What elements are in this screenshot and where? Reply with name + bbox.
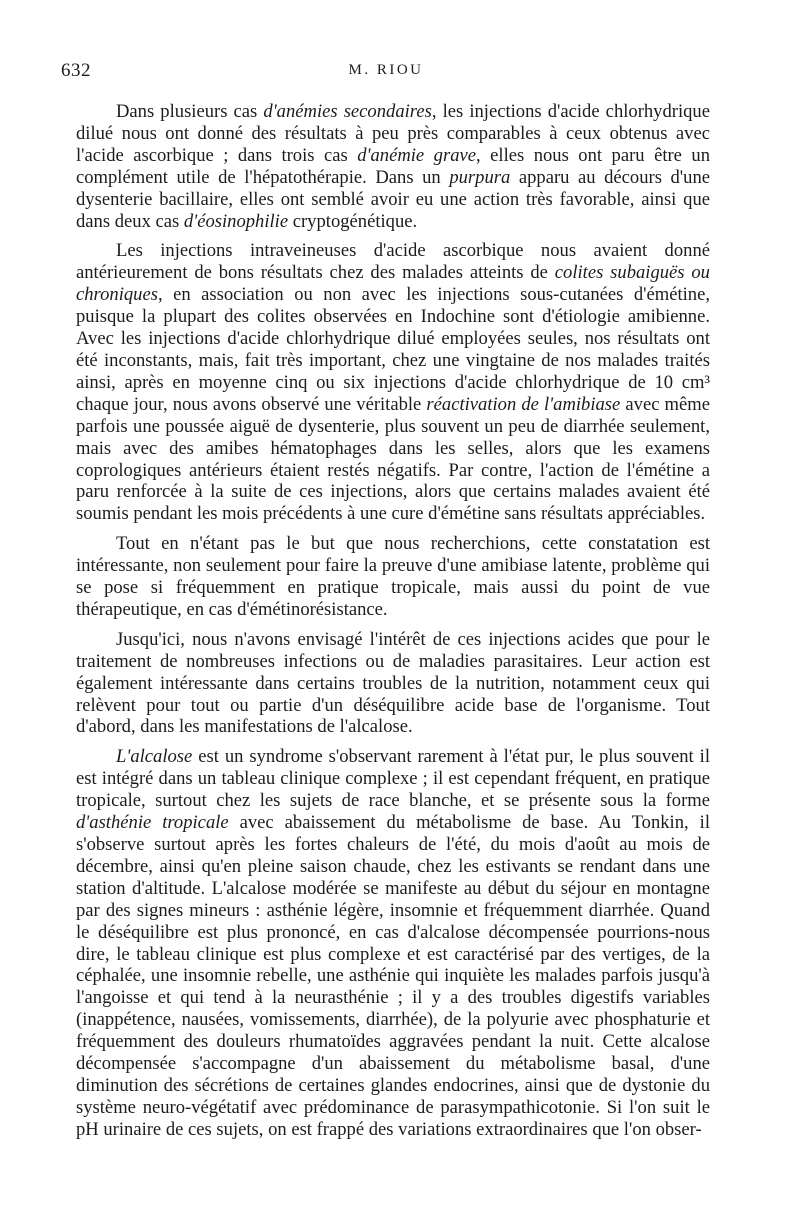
- italic-text: d'anémie grave: [357, 144, 477, 166]
- running-head: M. RIOU: [348, 62, 424, 78]
- text-run: , elles nous ont paru être un complément utile de l'hépatothérapie. Dans un: [76, 144, 711, 188]
- paragraph: [76, 533, 710, 621]
- italic-text: réactivation de l'amibiase: [426, 393, 621, 415]
- text-run: apparu au décours d'une dysenterie bacillaire, elles ont semblé avoir eu une action très favorable, ainsi que dans deux cas: [76, 166, 710, 232]
- page-number: 632: [61, 60, 91, 81]
- text-run: Dans plusieurs cas: [116, 101, 264, 122]
- text-run: , les injections d'acide chlorhydrique dilué nous ont donné des résultats à peu près comparables à ceux obtenus avec l'acide ascorbique ; dans trois cas: [76, 101, 710, 166]
- italic-text: L'alcalose: [116, 746, 193, 768]
- paragraph: [76, 101, 710, 232]
- italic-text: d'anémies secondaires: [263, 101, 432, 122]
- italic-text: d'éosinophilie: [183, 210, 289, 232]
- italic-text: colites subaiguës ou chroniques: [76, 262, 710, 306]
- text-run: est un syndrome s'observant rarement à l'état pur, le plus souvent il est intégré dans un tableau clinique complexe ; il est cependant fréquent, en pratique tropicale, surtout chez les sujets de race blanche, et se présente sous la forme: [76, 746, 710, 812]
- italic-text: purpura: [449, 166, 511, 188]
- text-run: cryptogénétique.: [288, 210, 418, 232]
- body-text: [76, 101, 710, 1149]
- text-run: Jusqu'ici, nous n'avons envisagé l'intérêt de ces injections acides que pour le traitement de nombreuses infections ou de maladies parasitaires. Leur action est également intéressante dans certains troubles de la nutrition, notamment ceux qui relèvent pour tout ou partie d'un déséquilibre acide base de l'organisme. Tout d'abord, dans les manifestations de l'alcalose.: [76, 628, 710, 738]
- page-header: [61, 60, 711, 84]
- text-run: Tout en n'étant pas le but que nous recherchions, cette constatation est intéressante, non seulement pour faire la preuve d'une amibiase latente, problème qui se pose si fréquemment en pratique tropicale, mais aussi du point de vue thérapeutique, en cas d'émétinorésistance.: [76, 533, 710, 620]
- paragraph: [76, 629, 710, 739]
- text-run: , en association ou non avec les injections sous-cutanées d'émétine, puisque la plupart des colites observées en Indochine sont d'étiologie amibienne. Avec les injections d'acide chlorhydrique dilué employées seules, nos résultats ont été inconstants, mais, fait très important, chez une vingtaine de nos malades traités ainsi, après en moyenne cinq ou six injections d'acide chlorhydrique de 10 cm³ chaque jour, nous avons observé une véritable: [76, 284, 710, 415]
- text-run: avec même parfois une poussée aiguë de dysenterie, plus souvent un peu de diarrhée seulement, mais avec des amibes hématophages dans les selles, alors que les examens coprologiques antérieurs étaient restés négatifs. Par contre, l'action de l'émétine a paru renforcée à la suite de ces injections, alors que certains malades avaient été soumis pendant les mois précédents à une cure d'émétine sans résultats appréciables.: [76, 393, 710, 525]
- paragraph: [76, 240, 710, 525]
- text-run: avec abaissement du métabolisme de base. Au Tonkin, il s'observe surtout après les fortes chaleurs de l'été, du mois d'août au mois de décembre, ainsi qu'en pleine saison chaude, chez les estivants se rendant dans une station d'altitude. L'alcalose modérée se manifeste au début du séjour en montagne par des signes mineurs : asthénie légère, insomnie et fréquemment diarrhée. Quand le déséquilibre est plus prononcé, en cas d'alcalose décompensée pourrions-nous dire, le tableau clinique est plus complexe et est caractérisé par des vertiges, de la céphalée, une insomnie rebelle, une asthénie qui inquiète les malades parfois jusqu'à l'angoisse et qui tend à la neurasthénie ; il y a des troubles digestifs variables (inappétence, nausées, vomissements, diarrhée), de la polyurie avec phosphaturie et fréquemment des douleurs rhumatoïdes aggravées pendant la nuit. Cette alcalose décompensée s'accompagne d'un abaissement du métabolisme basal, d'une diminution des sécrétions de certaines glandes endocrines, ainsi que de dystonie du système neuro-végétatif avec prédominance de parasympathicotonie. Si l'on suit le pH urinaire de ces sujets, on est frappé des variations extraordinaires que l'on obser-: [76, 812, 710, 1140]
- text-run: Les injections intraveineuses d'acide ascorbique nous avaient donné antérieurement de bons résultats chez des malades atteints de: [76, 240, 710, 284]
- paragraph: [76, 746, 710, 1140]
- italic-text: d'asthénie tropicale: [76, 812, 229, 834]
